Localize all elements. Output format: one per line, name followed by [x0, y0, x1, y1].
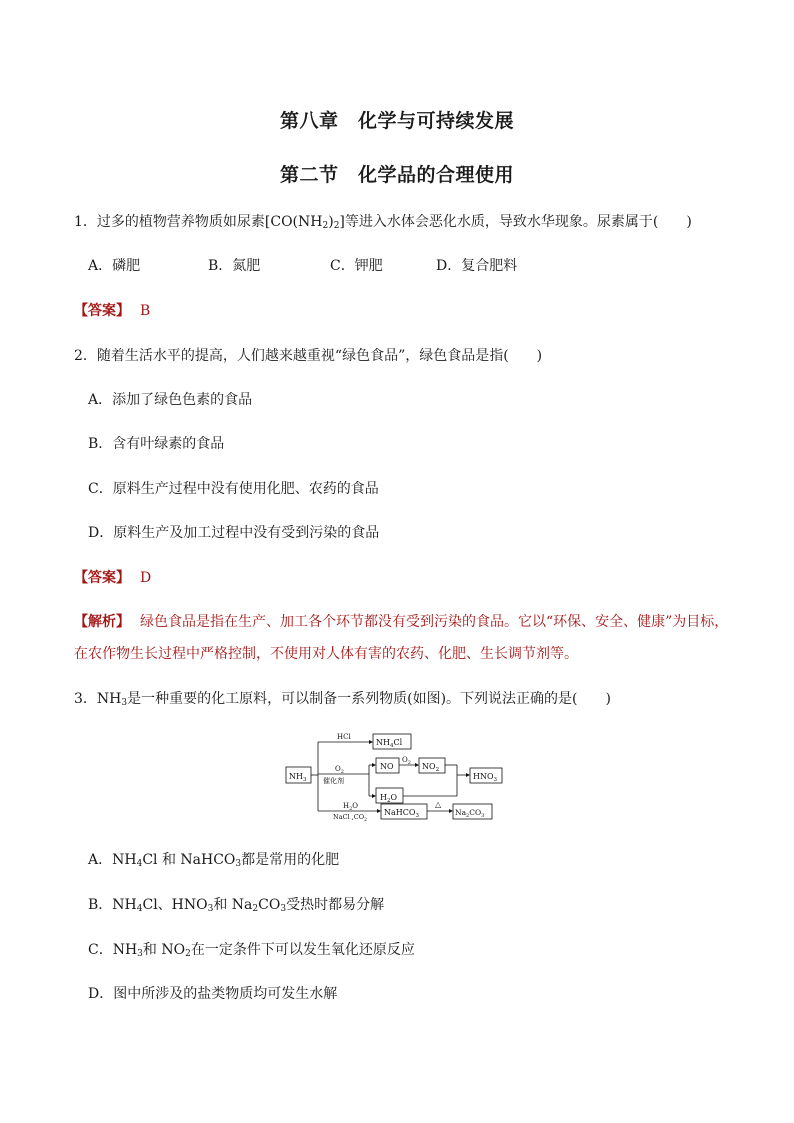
o2-arrow-label: $O_2$: [402, 756, 411, 766]
question-3-option-b: B．$NH_4Cl$、$HNO_3$和 $Na_2CO_3$受热时都易分解: [88, 897, 385, 914]
catalyst-label: 催化剂: [323, 777, 344, 785]
question-1-answer: 【答案】 B: [74, 303, 151, 319]
nahco3-label: NaHCO$_3$: [384, 808, 419, 819]
nh4cl-label: $NH_4Cl$: [376, 738, 403, 749]
nacl-co2-label: NaCl $,CO_2$: [333, 813, 367, 823]
question-3-option-a: A．$NH_4Cl$ 和 NaHCO$_3$都是常用的化肥: [88, 852, 340, 869]
chapter-title: 第八章 化学与可持续发展: [279, 110, 514, 132]
question-1-option-d: D．复合肥料: [436, 258, 518, 274]
hcl-label: HCl: [337, 733, 351, 741]
no2-label: $NO_2$: [422, 762, 440, 773]
question-1-text: 1．过多的植物营养物质如尿素$[CO(NH_2)_2]$等进入水体会恶化水质，导致水华现象。尿素属于( ): [74, 214, 692, 231]
question-3-text: 3．$NH_3$是一种重要的化工原料，可以制备一系列物质(如图)。下列说法正确的是( ): [74, 691, 611, 708]
reaction-flow-diagram: [285, 728, 505, 823]
question-3-option-d: D．图中所涉及的盐类物质均可发生水解: [88, 986, 338, 1002]
question-2-text: 2．随着生活水平的提高，人们越来越重视“绿色食品”，绿色食品是指( ): [74, 348, 543, 364]
hno3-label: $HNO_3$: [473, 772, 498, 783]
question-1-option-a: A．磷肥: [88, 258, 141, 274]
question-1-option-c: C．钾肥: [330, 258, 383, 274]
question-2-option-a: A．添加了绿色色素的食品: [88, 392, 253, 408]
question-2-option-c: C．原料生产过程中没有使用化肥、农药的食品: [88, 481, 379, 497]
question-2-answer: 【答案】 D: [74, 570, 152, 586]
o2-label: $O_2$: [335, 765, 344, 775]
question-2-explanation: 【解析】 绿色食品是指在生产、加工各个环节都没有受到污染的食品。它以“环保、安全、健康”为目标，在农作物生长过程中严格控制，不使用对人体有害的农药、化肥、生长调节剂等。: [74, 614, 729, 662]
section-title: 第二节 化学品的合理使用: [279, 164, 514, 186]
nh3-label: $NH_3$: [289, 772, 307, 783]
question-1-option-b: B．氮肥: [208, 258, 261, 274]
h2o-reagent-label: $H_2O$: [343, 802, 359, 812]
no-label: NO: [380, 762, 394, 771]
question-3-option-c: C．$NH_3$和 $NO_2$在一定条件下可以发生氧化还原反应: [88, 942, 415, 959]
question-2-option-b: B．含有叶绿素的食品: [88, 436, 225, 452]
na2co3-label: $Na_2CO_3$: [455, 808, 485, 819]
heat-label: △: [435, 800, 442, 809]
question-2-option-d: D．原料生产及加工过程中没有受到污染的食品: [88, 525, 380, 541]
h2o-box-label: $H_2O$: [380, 793, 398, 804]
